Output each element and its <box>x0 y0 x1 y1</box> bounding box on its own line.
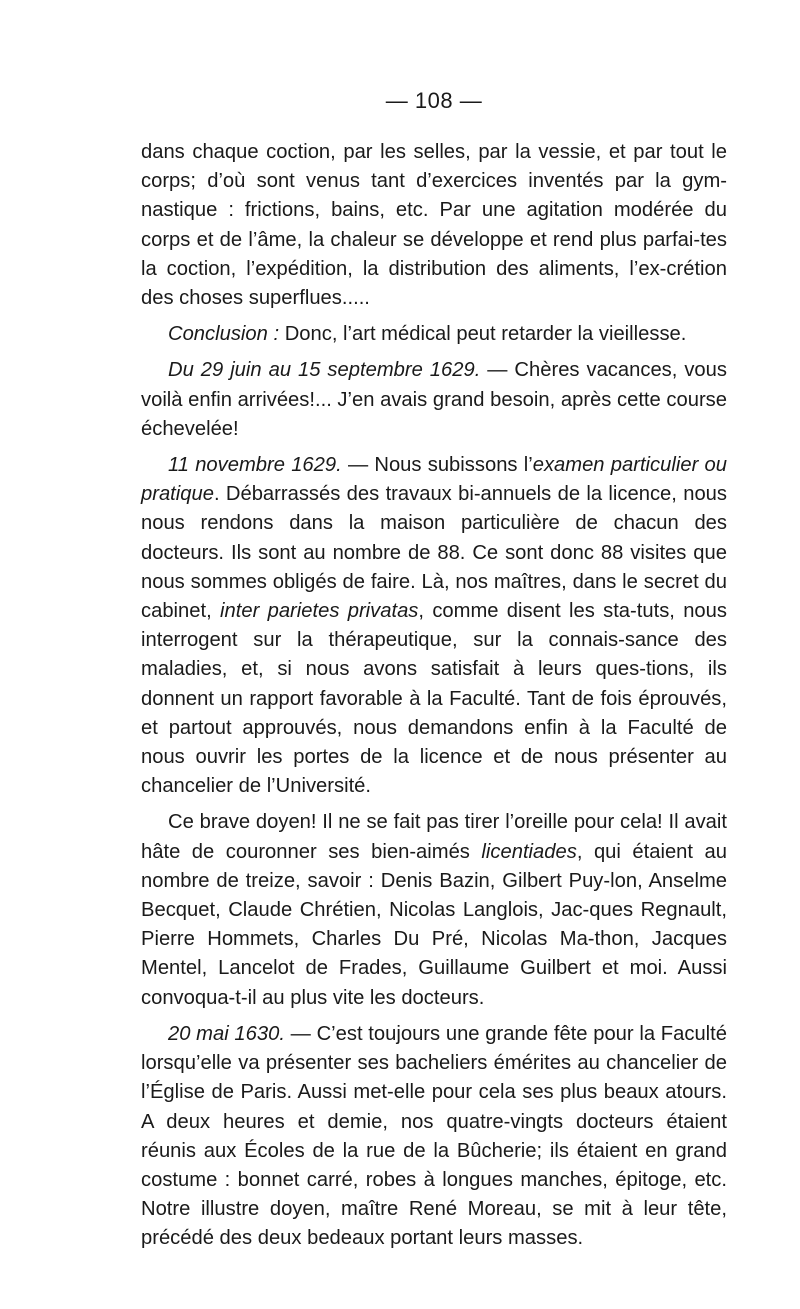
paragraph-text: Donc, l’art médical peut retarder la vieillesse. <box>279 323 687 346</box>
paragraph-conclusion <box>141 320 727 349</box>
dateline: Du 29 juin au 15 septembre 1629. <box>168 359 481 382</box>
dateline: 20 mai 1630. <box>168 1022 285 1045</box>
page-number: — 108 — <box>385 88 483 113</box>
paragraph-text: — Nous subissons l’ <box>341 454 533 477</box>
paragraph-coction <box>141 138 727 313</box>
paragraph-text: — C’est toujours une grande fête pour la Faculté lorsqu’elle va présenter ses bacheliers émérites au chancelier de l’Église de Paris. Aussi met-elle pour cela ses plus beaux atours. A deux heures et demie, nos quatre-vingts docteurs étaient réunis aux Écoles de la rue de la Bûcherie; ils étaient en grand costume : bonnet carré, robes à longues manches, épitoge, etc. Notre illustre doyen, maître René Moreau, se mit à leur tête, précédé des deux bedeaux portant leurs masses. <box>141 1022 727 1250</box>
paragraph-examen <box>141 451 727 801</box>
conclusion-label: Conclusion : <box>168 323 280 346</box>
paragraph-doyen <box>141 808 727 1012</box>
paragraph-text: — Chères vacances, vous voilà enfin arrivées!... J’en avais grand besoin, après cette course échevelée! <box>141 359 727 440</box>
paragraph-text: dans chaque coction, par les selles, par la vessie, et par tout le corps; d’où sont venus tant d’exercices inventés par la gym-nastique : frictions, bains, etc. Par une agitation modérée du corps et de l’âme, la chaleur se développe et rend plus parfai-tes la coction, l’expédition, la distribution des aliments, l’ex-crétion des choses superflues..... <box>141 141 727 310</box>
paragraph-text: , comme disent les sta-tuts, nous interrogent sur la thérapeutique, sur la connais-sance des maladies, et, si nous avons satisfait à leurs ques-tions, ils donnent un rapport favorable à la Faculté. Tant de fois éprouvés, et partout approuvés, nous demandons enfin à la Faculté de nous ouvrir les portes de la licence et de nous présenter au chancelier de l’Université. <box>141 600 727 798</box>
paragraph-text: Ce brave doyen! Il ne se fait pas tirer l’oreille pour cela! Il avait hâte de couronner ses bien-aimés <box>141 811 727 863</box>
paragraph-vacances <box>141 356 727 444</box>
italic-term: inter parietes privatas <box>220 600 419 623</box>
dateline: 11 novembre 1629. <box>168 454 342 477</box>
book-page <box>141 88 727 1261</box>
paragraph-fete <box>141 1020 727 1254</box>
italic-term: licentiades <box>481 840 577 863</box>
paragraph-text: , qui étaient au nombre de treize, savoir : Denis Bazin, Gilbert Puy-lon, Anselme Becquet, Claude Chrétien, Nicolas Langlois, Jac-ques Regnault, Pierre Hommets, Charles Du Pré, Nicolas Ma-thon, Jacques Mentel, Lancelot de Frades, Guillaume Guilbert et moi. Aussi convoqua-t-il au plus vite les docteurs. <box>141 840 727 1009</box>
italic-term: examen particulier ou pratique <box>141 454 727 506</box>
paragraph-text: . Débarrassés des travaux bi-annuels de la licence, nous nous rendons dans la maison particulière de chacun des docteurs. Ils sont au nombre de 88. Ce sont donc 88 visites que nous sommes obligés de faire. Là, nos maîtres, dans le secret du cabinet, <box>141 483 727 623</box>
